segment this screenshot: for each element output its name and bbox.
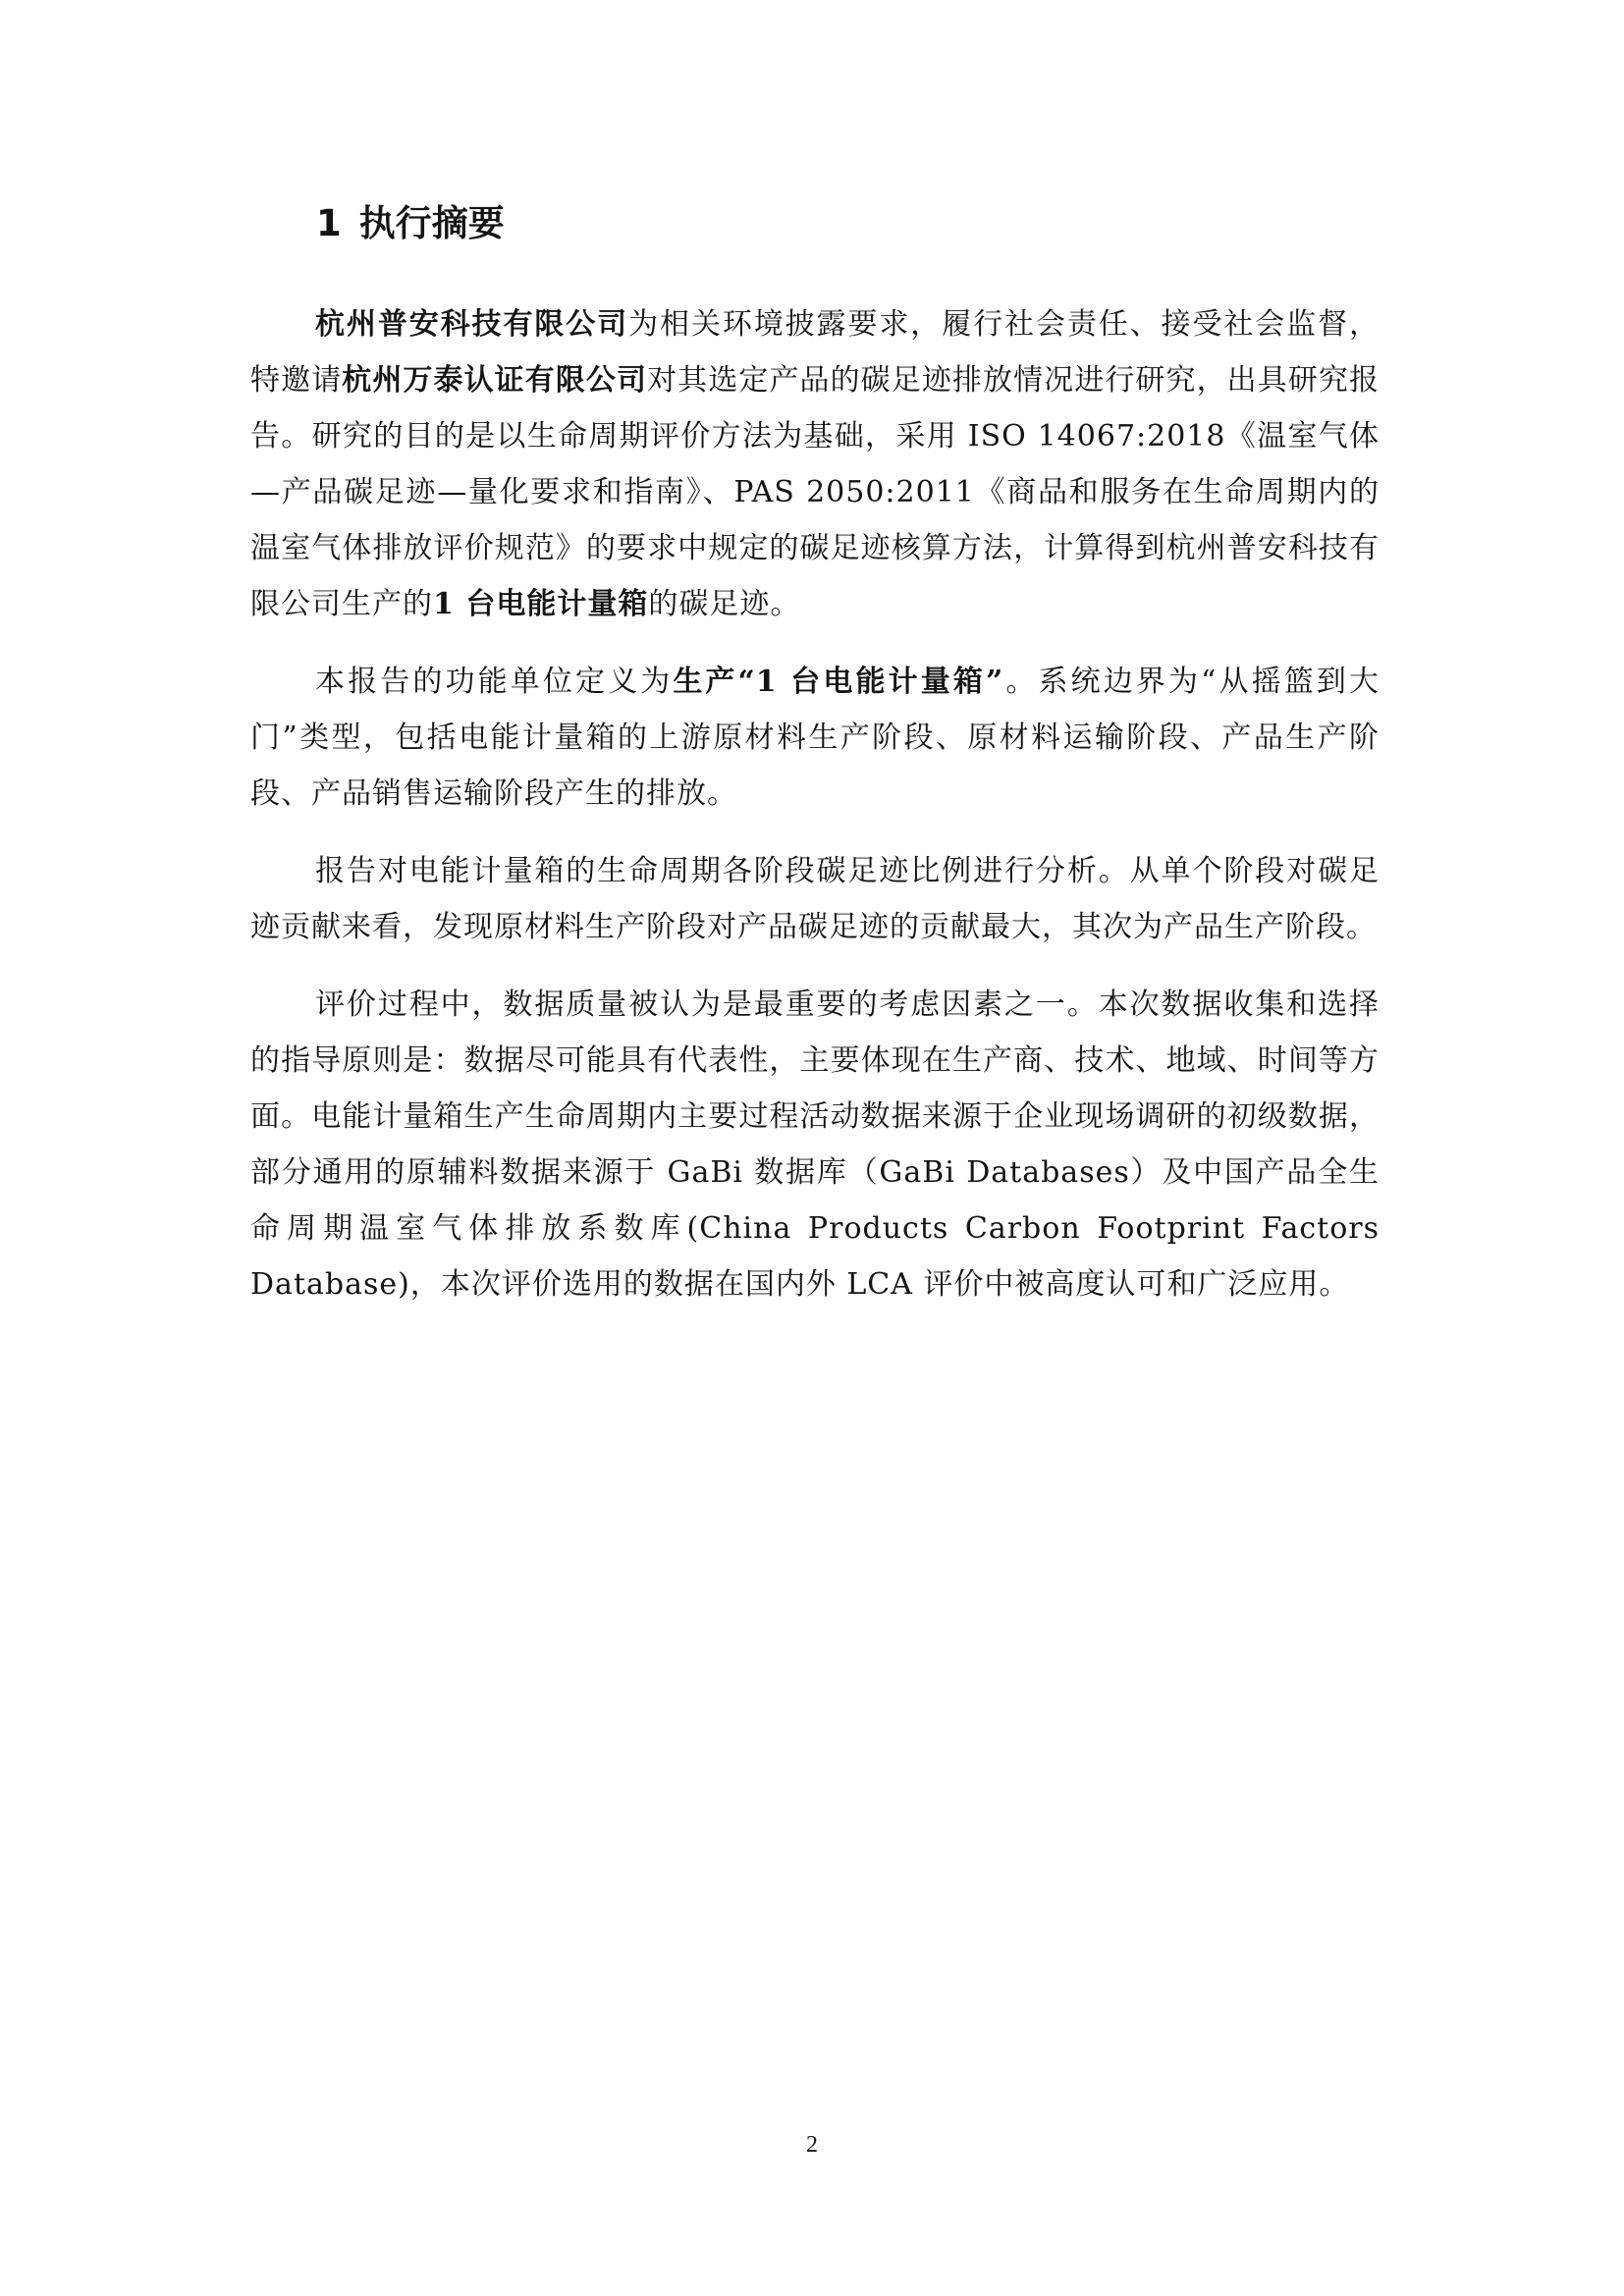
- functional-unit: 生产“1 台电能计量箱”: [673, 665, 1004, 699]
- paragraph-data-quality: 评价过程中，数据质量被认为是最重要的考虑因素之一。本次数据收集和选择的指导原则是：数据尽可能具有代表性，主要体现在生产商、技术、地域、时间等方面。电能计量箱生产生命周期内主要过程活动数据来源于企业现场调研的初级数据，部分通用的原辅料数据来源于 GaBi 数据库（GaBi Databases）及中国产品全生命周期温室气体排放系数库(China Products Carbon Footprint Factors Database)，本次评价选用的数据在国内外 LCA 评价中被高度认可和广泛应用。: [250, 988, 1380, 1302]
- paragraph-text: 。系统边界为“从摇篮到大门”类型，包括电能计量箱的上游原材料生产阶段、原材料运输阶段、产品生产阶段、产品销售运输阶段产生的排放。: [250, 665, 1380, 811]
- company-name: 杭州普安科技有限公司: [315, 307, 629, 342]
- paragraph-analysis: 报告对电能计量箱的生命周期各阶段碳足迹比例进行分析。从单个阶段对碳足迹贡献来看，发现原材料生产阶段对产品碳足迹的贡献最大，其次为产品生产阶段。: [250, 854, 1380, 944]
- paragraph-functional-unit: [250, 654, 1380, 822]
- body-text: [250, 296, 1380, 1334]
- product-name: 1 台电能计量箱: [433, 587, 649, 621]
- paragraph-summary: [250, 296, 1380, 632]
- section-heading: [316, 194, 505, 253]
- section-title: 执行摘要: [358, 202, 505, 244]
- paragraph-text: 对其选定产品的碳足迹排放情况进行研究，出具研究报告。研究的目的是以生命周期评价方法为基础，采用 ISO 14067:2018《温室气体—产品碳足迹—量化要求和指南》、PAS 2050:2011《商品和服务在生命周期内的温室气体排放评价规范》的要求中规定的碳足迹核算方法，计算得到杭州普安科技有限公司生产的: [250, 363, 1380, 621]
- paragraph-text: 的碳足迹。: [648, 587, 801, 621]
- certifier-name: 杭州万泰认证有限公司: [342, 363, 648, 398]
- paragraph-text: 本报告的功能单位定义为: [315, 665, 674, 699]
- paragraph-text: 为相关环境披露要求，履行社会责任、接受社会监督，特邀请: [250, 307, 1380, 398]
- page-number: 2: [806, 2132, 818, 2158]
- section-number: 1: [316, 202, 342, 244]
